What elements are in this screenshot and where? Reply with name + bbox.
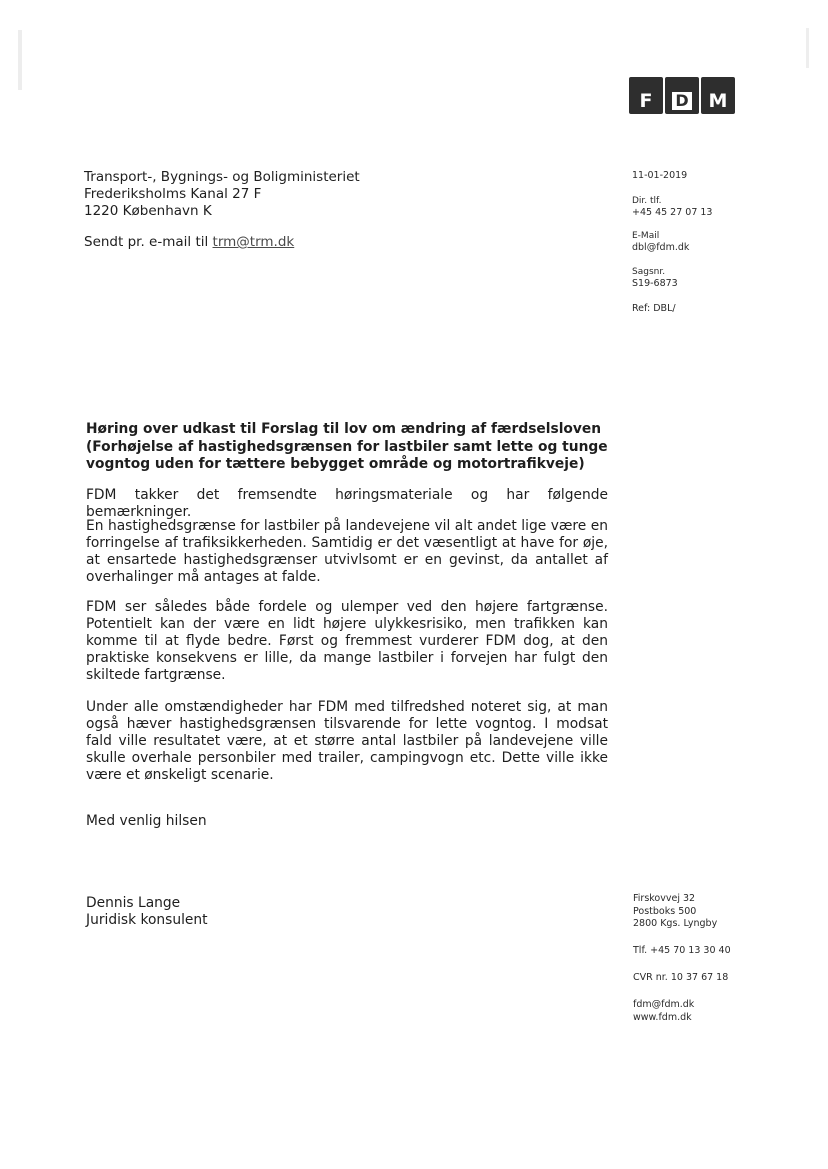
email-value: dbl@fdm.dk	[632, 242, 690, 253]
logo-letter-f: F	[629, 77, 663, 114]
scan-artifact	[18, 30, 22, 90]
signer-title: Juridisk konsulent	[86, 912, 208, 928]
footer-cvr: CVR nr. 10 37 67 18	[633, 972, 729, 983]
footer-website: www.fdm.dk	[633, 1011, 692, 1023]
email-label: E-Mail	[632, 231, 660, 241]
footer-phone: Tlf. +45 70 13 30 40	[633, 945, 731, 956]
case-number	[632, 266, 678, 290]
recipient-address	[84, 169, 360, 220]
recipient-line-2: Frederiksholms Kanal 27 F	[84, 186, 262, 202]
direct-phone-value: +45 45 27 07 13	[632, 207, 713, 218]
footer-web-contact	[633, 999, 694, 1024]
sent-by-email-line	[84, 234, 294, 251]
scan-artifact	[806, 28, 809, 68]
recipient-line-3: 1220 København K	[84, 203, 212, 219]
case-value: S19-6873	[632, 278, 678, 289]
direct-phone-label: Dir. tlf.	[632, 196, 662, 206]
footer-email: fdm@fdm.dk	[633, 999, 695, 1010]
footer-city: 2800 Kgs. Lyngby	[633, 918, 718, 929]
recipient-email-link[interactable]: trm@trm.dk	[212, 234, 295, 250]
body-paragraph-1: FDM takker det fremsendte høringsmateriale og har følgende bemærkninger.	[86, 487, 608, 520]
footer-postal-address	[633, 893, 717, 931]
signature-block	[86, 895, 208, 929]
closing-greeting: Med venlig hilsen	[86, 813, 207, 829]
sent-prefix: Sendt pr. e-mail til	[84, 234, 213, 250]
logo-letter-d: D	[665, 77, 699, 114]
case-label: Sagsnr.	[632, 267, 666, 277]
footer-street: Firskovvej 32	[633, 893, 696, 904]
email-info	[632, 230, 689, 254]
signer-name: Dennis Lange	[86, 895, 181, 911]
reference: Ref: DBL/	[632, 303, 676, 314]
direct-phone	[632, 195, 712, 219]
recipient-line-1: Transport-, Bygnings- og Boligministeriet	[84, 169, 360, 185]
letter-subject: Høring over udkast til Forslag til lov om ændring af færdselsloven (Forhøjelse af hastighedsgrænsen for lastbiler samt lette og tunge vogntog uden for tættere bebygget område og motortrafikveje)	[86, 421, 608, 472]
body-paragraph-3: FDM ser således både fordele og ulemper ved den højere fartgrænse. Potentielt kan der være en lidt højere ulykkesrisiko, men trafikken kan komme til at flyde bedre. Først og fremmest vurderer FDM dog, at den praktiske konsekvens er lille, da mange lastbiler i forvejen har fulgt den skiltede fartgrænse.	[86, 599, 608, 683]
footer-pobox: Postboks 500	[633, 905, 697, 917]
fdm-logo	[629, 77, 735, 114]
body-paragraph-2: En hastighedsgrænse for lastbiler på landevejene vil alt andet lige være en forringelse af trafiksikkerheden. Samtidig er det væsentligt at have for øje, at ensartede hastighedsgrænser utvivlsomt er en gevinst, da antallet af overhalinger må antages at falde.	[86, 518, 608, 585]
logo-letter-m: M	[701, 77, 735, 114]
body-paragraph-4: Under alle omstændigheder har FDM med tilfredshed noteret sig, at man også hæver hastighedsgrænsen tilsvarende for lette vogntog. I modsat fald ville resultatet være, at et større antal lastbiler på landevejene ville skulle overhale personbiler med trailer, campingvogn etc. Dette ville ikke være et ønskeligt scenarie.	[86, 699, 608, 783]
letter-date: 11-01-2019	[632, 170, 688, 181]
